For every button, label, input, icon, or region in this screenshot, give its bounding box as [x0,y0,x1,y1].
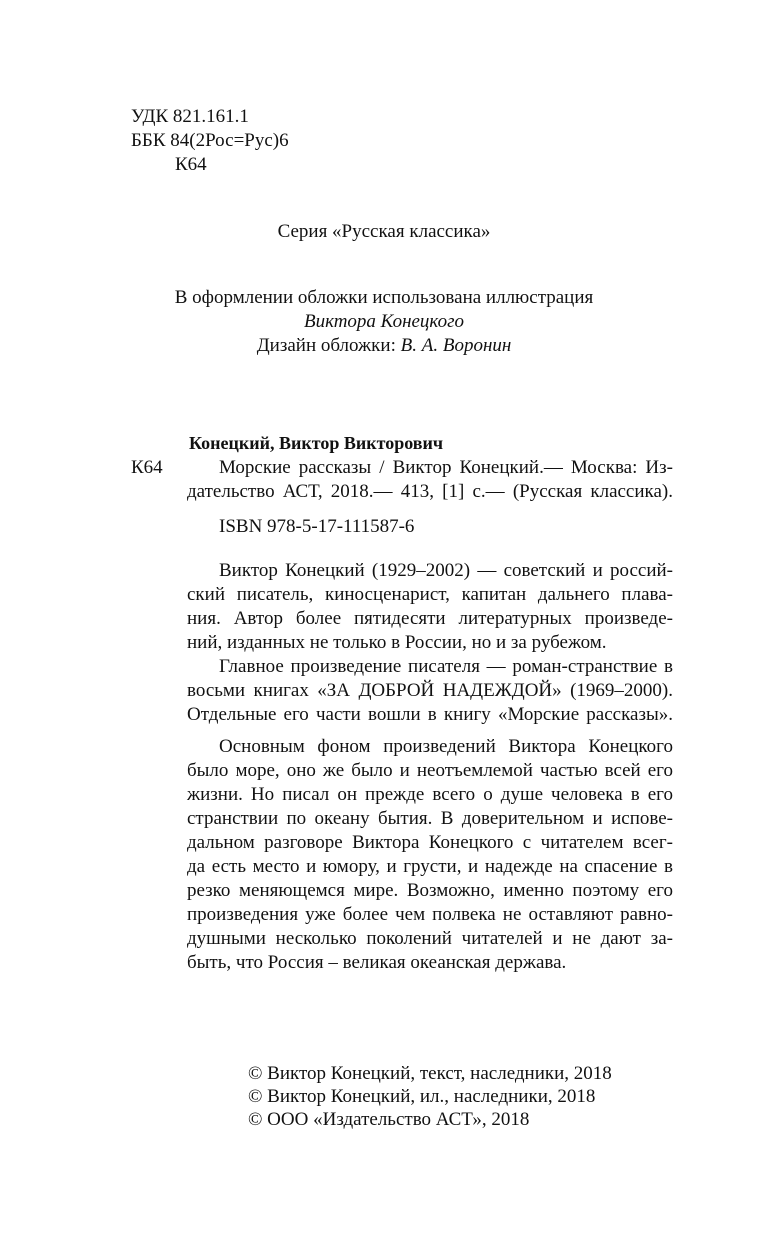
annotation-line: ский писатель, киносценарист, капитан дальнего плава- [187,584,673,605]
annotation-paragraph-3 [187,736,673,976]
annotation-line: быть, что Россия – великая океанская держава. [187,952,567,973]
cover-illustrator-name: Виктора Конецкого [303,311,465,332]
annotation-line: восьми книгах «ЗА ДОБРОЙ НАДЕЖДОЙ» (1969–2000). [187,680,673,701]
annotation-line: было море, оно же было и неотъемлемой частью всей его [187,760,673,781]
copyright-line: © Виктор Конецкий, ил., наследники, 2018 [248,1086,596,1107]
copyright-line: © ООО «Издательство АСТ», 2018 [248,1109,530,1130]
author-mark-top: К64 [175,154,207,175]
annotation-line: Отдельные его части вошли в книгу «Морские рассказы». [187,704,673,725]
annotation-paragraph-2 [187,656,673,728]
cover-illustration-line: В оформлении обложки использована иллюстрация [174,287,594,308]
annotation-line: жизни. Но писал он прежде всего о душе человека в его [187,784,673,805]
entry-line: Морские рассказы / Виктор Конецкий.— Москва: Из- [219,457,673,478]
annotation-line: ний, изданных не только в России, но и за рубежом. [187,632,607,653]
annotation-line: резко меняющемся мире. Возможно, именно поэтому его [187,880,673,901]
annotation-line: ния. Автор более пятидесяти литературных произведе- [187,608,673,629]
author-mark: К64 [131,457,163,478]
cover-design-line [0,335,768,357]
author-heading: Конецкий, Виктор Викторович [189,433,444,453]
annotation-line: Основным фоном произведений Виктора Конецкого [219,736,673,757]
cover-design-label: Дизайн обложки: [256,335,396,356]
annotation-line: душными несколько поколений читателей и не дают за- [187,928,673,949]
annotation-line: Виктор Конецкий (1929–2002) — советский и россий- [219,560,673,581]
annotation-line: Главное произведение писателя — роман-странствие в [219,656,673,677]
annotation-line: странствии по океану бытия. В доверительном и испове- [187,808,673,829]
copyright-line: © Виктор Конецкий, текст, наследники, 2018 [248,1063,612,1084]
entry-line: дательство АСТ, 2018.— 413, [1] с.— (Русская классика). [187,481,673,502]
series-line: Серия «Русская классика» [277,221,491,242]
udk-code: УДК 821.161.1 [131,106,249,127]
annotation-paragraph-1 [187,560,673,656]
bibliographic-entry [219,457,673,481]
annotation-line: да есть место и юмору, и грусти, и надежде на спасение в [187,856,673,877]
annotation-line: произведения уже более чем полвека не оставляют равно- [187,904,673,925]
cover-designer-name: В. А. Воронин [400,335,512,356]
isbn: ISBN 978-5-17-111587-6 [219,516,415,537]
annotation-line: дальном разговоре Виктора Конецкого с читателем всег- [187,832,673,853]
bbk-code: ББК 84(2Рос=Рус)6 [131,130,289,151]
bibliographic-entry-cont [187,481,673,505]
